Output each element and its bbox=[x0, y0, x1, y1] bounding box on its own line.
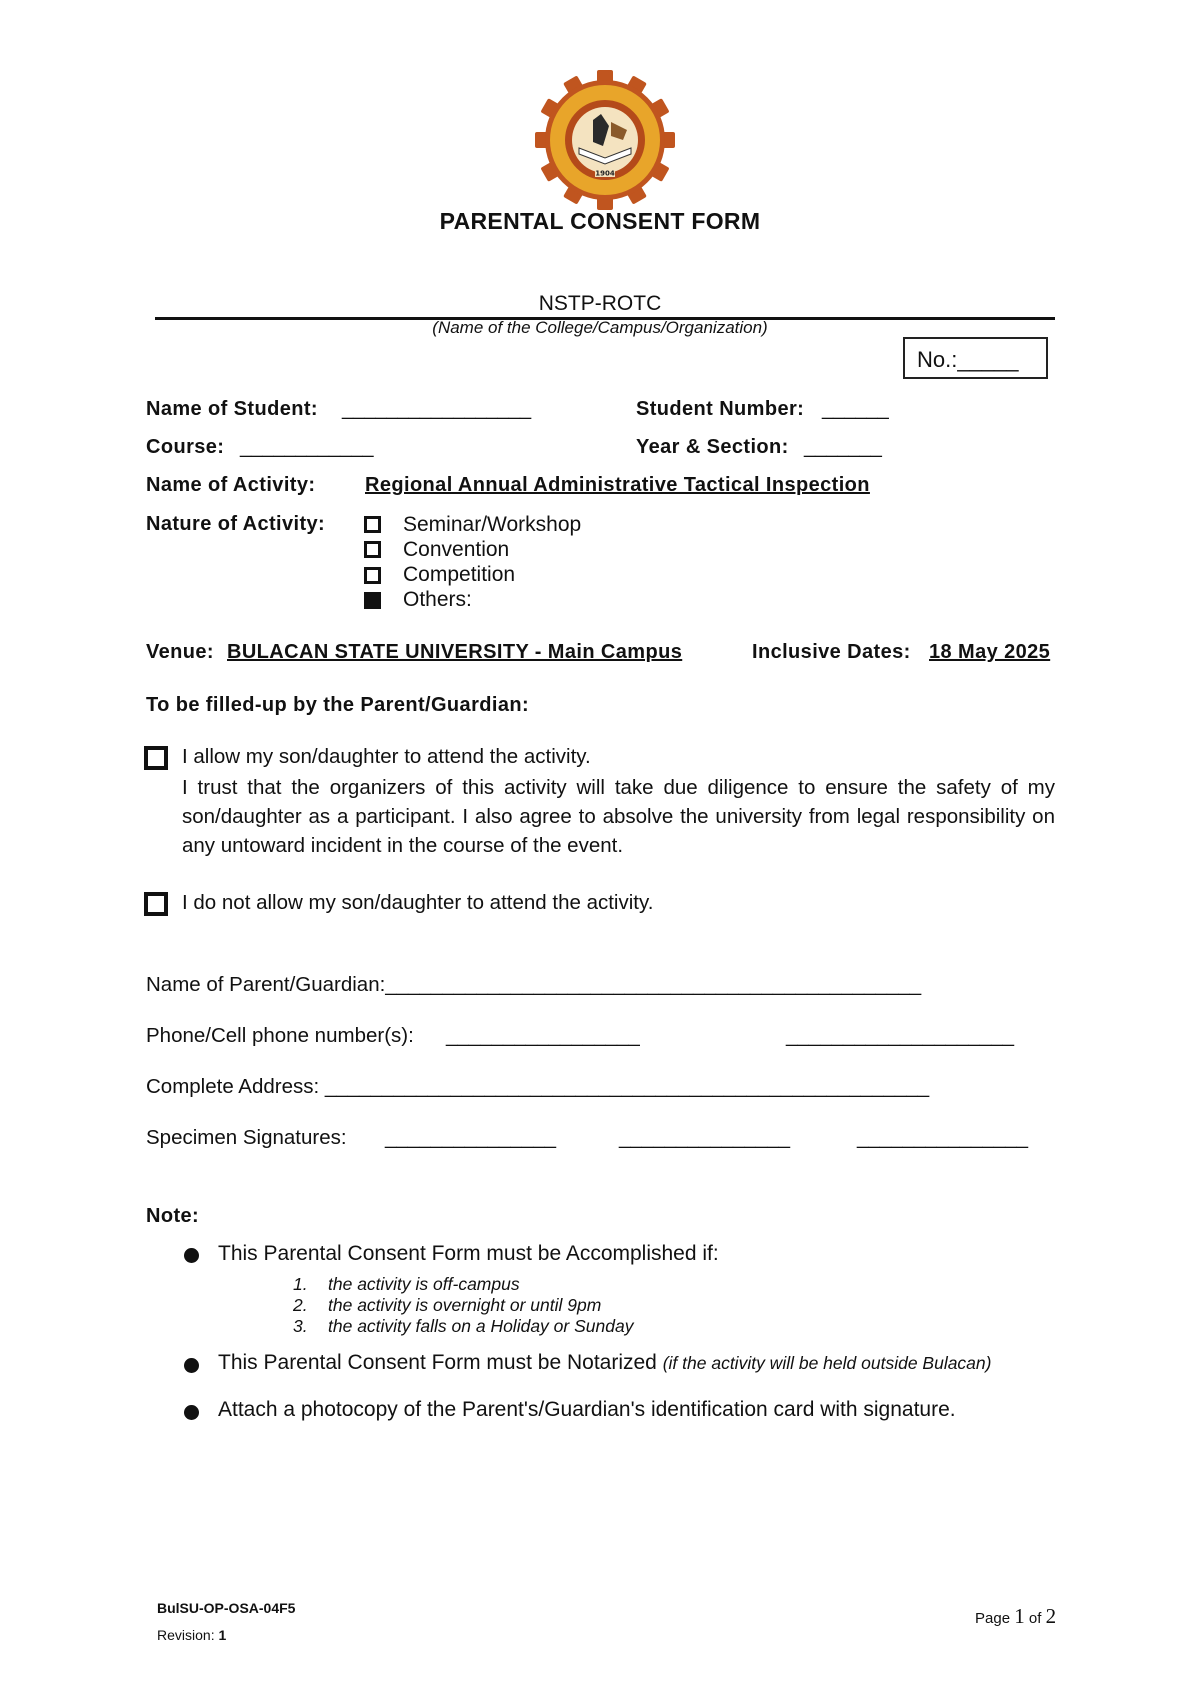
year-section-label: Year & Section: bbox=[636, 436, 789, 458]
nature-activity-label: Nature of Activity: bbox=[146, 513, 326, 535]
phone-field-1[interactable]: _________________ bbox=[446, 1024, 640, 1047]
nature-checkbox-others[interactable] bbox=[364, 592, 381, 609]
phone-field-2[interactable]: ____________________ bbox=[786, 1024, 1015, 1047]
allow-checkbox[interactable] bbox=[144, 746, 168, 770]
university-seal-logo bbox=[535, 70, 675, 210]
form-title: PARENTAL CONSENT FORM bbox=[439, 208, 761, 234]
address-field[interactable]: Complete Address: _____________________________________________________ bbox=[146, 1075, 930, 1098]
student-number-label: Student Number: bbox=[636, 398, 805, 420]
note-title: Note: bbox=[146, 1205, 200, 1227]
nature-checkbox-convention[interactable] bbox=[364, 541, 381, 558]
student-name-field[interactable]: _________________ bbox=[342, 398, 532, 420]
college-caption: (Name of the College/Campus/Organization) bbox=[432, 318, 768, 337]
bullet-icon bbox=[184, 1358, 199, 1373]
revision-info: Revision: 1 bbox=[157, 1627, 227, 1643]
bullet-icon bbox=[184, 1405, 199, 1420]
activity-name-label: Name of Activity: bbox=[146, 474, 316, 496]
allow-statement: I allow my son/daughter to attend the activity. bbox=[182, 745, 591, 768]
notarized-condition: (if the activity will be held outside Bulacan) bbox=[662, 1353, 992, 1373]
note-item-notarized: This Parental Consent Form must be Notarized (if the activity will be held outside Bulacan) bbox=[218, 1351, 992, 1374]
svg-text:1904: 1904 bbox=[595, 169, 615, 178]
student-number-field[interactable]: ______ bbox=[822, 398, 889, 420]
signature-field-3[interactable]: _______________ bbox=[857, 1126, 1029, 1149]
deny-statement: I do not allow my son/daughter to attend the activity. bbox=[182, 891, 654, 914]
condition-number: 3. bbox=[293, 1316, 308, 1336]
signature-field-2[interactable]: _______________ bbox=[619, 1126, 791, 1149]
condition-item: the activity is overnight or until 9pm bbox=[328, 1295, 602, 1315]
condition-item: the activity is off-campus bbox=[328, 1274, 520, 1294]
course-label: Course: bbox=[146, 436, 225, 458]
phone-label: Phone/Cell phone number(s): bbox=[146, 1024, 414, 1047]
note-item-accomplished: This Parental Consent Form must be Accomplished if: bbox=[218, 1242, 719, 1265]
nature-option-label: Competition bbox=[403, 563, 516, 586]
note-item-attach-id: Attach a photocopy of the Parent's/Guardian's identification card with signature. bbox=[218, 1398, 956, 1421]
nature-option-label: Seminar/Workshop bbox=[403, 513, 582, 536]
year-section-field[interactable]: _______ bbox=[804, 436, 882, 458]
signature-label: Specimen Signatures: bbox=[146, 1126, 347, 1149]
nature-checkbox-competition[interactable] bbox=[364, 567, 381, 584]
dates-value: 18 May 2025 bbox=[929, 641, 1051, 663]
condition-item: the activity falls on a Holiday or Sunday bbox=[328, 1316, 634, 1336]
parent-name-field[interactable]: Name of Parent/Guardian:_______________________________________________ bbox=[146, 973, 922, 996]
course-field[interactable]: ____________ bbox=[240, 436, 374, 458]
nature-option-label: Others: bbox=[403, 588, 472, 611]
bullet-icon bbox=[184, 1248, 199, 1263]
condition-number: 1. bbox=[293, 1274, 308, 1294]
condition-number: 2. bbox=[293, 1295, 308, 1315]
parent-section-title: To be filled-up by the Parent/Guardian: bbox=[146, 694, 530, 716]
signature-field-1[interactable]: _______________ bbox=[385, 1126, 557, 1149]
venue-value: BULACAN STATE UNIVERSITY - Main Campus bbox=[227, 641, 683, 663]
form-number-box[interactable]: No.:_____ bbox=[903, 337, 1048, 379]
document-code: BulSU-OP-OSA-04F5 bbox=[157, 1600, 296, 1616]
nature-checkbox-seminar[interactable] bbox=[364, 516, 381, 533]
student-name-label: Name of Student: bbox=[146, 398, 318, 420]
nature-option-label: Convention bbox=[403, 538, 510, 561]
activity-name-value: Regional Annual Administrative Tactical Inspection bbox=[365, 474, 870, 496]
deny-checkbox[interactable] bbox=[144, 892, 168, 916]
page-indicator: Page 1 of 2 bbox=[975, 1604, 1057, 1628]
dates-label: Inclusive Dates: bbox=[752, 641, 911, 663]
college-name: NSTP-ROTC bbox=[538, 292, 662, 315]
allow-body-text: I trust that the organizers of this activity will take due diligence to ensure the safety of my son/daughter as a participant. I also agree to absolve the university from legal responsibility on any untoward incident in the course of the event. bbox=[182, 776, 1055, 857]
venue-label: Venue: bbox=[146, 641, 214, 663]
